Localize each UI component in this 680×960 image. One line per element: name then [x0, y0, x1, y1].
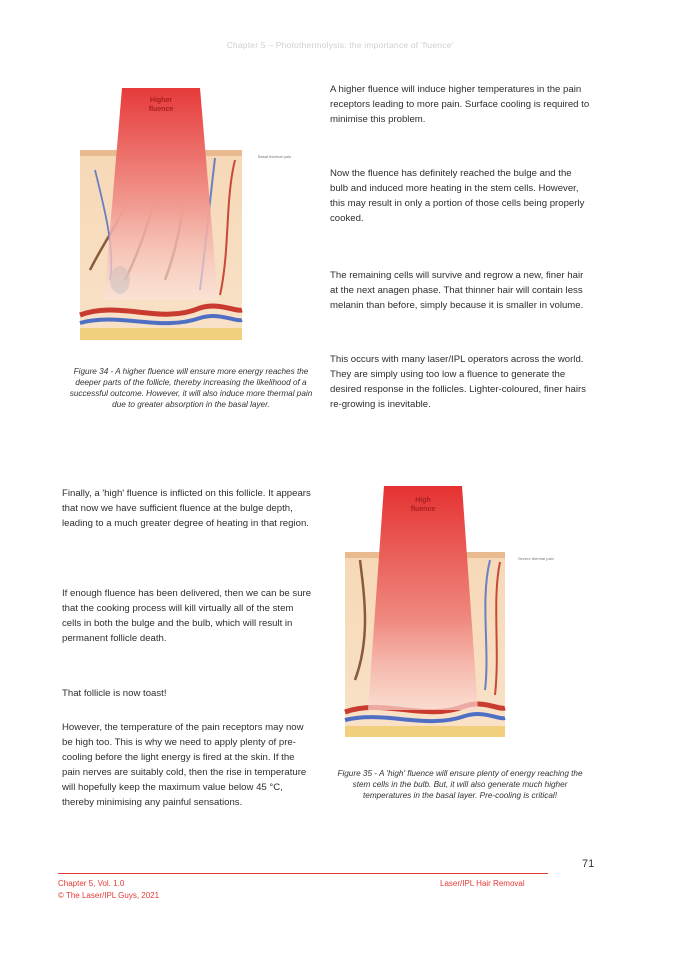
- left-paragraph-4: However, the temperature of the pain receptors may now be high too. This is why we need to apply plenty of pre-cooling before the light energy is fired at the skin. If the pain nerves are suitably cold, then the rise in temperature will hopefully keep the maximum value below 45 °C, thereby minimising any painful sensations.: [62, 722, 307, 808]
- running-header: Chapter 5 – Photothermolysis: the importance of 'fluence': [226, 40, 454, 50]
- left-paragraph-3: That follicle is now toast!: [62, 688, 167, 699]
- footer-copyright: © The Laser/IPL Guys, 2021: [58, 891, 160, 900]
- beam-label-line1: High: [415, 497, 431, 504]
- left-paragraph-1: Finally, a 'high' fluence is inflicted on this follicle. It appears that now we have sufficient fluence at the bulge depth, leading to a much greater degree of heating in that region.: [62, 488, 311, 529]
- beam-label-line2: fluence: [410, 506, 436, 513]
- figure-34-illustration: [70, 80, 310, 345]
- right-paragraph-3: The remaining cells will survive and regrow a new, finer hair at the next anagen phase. That thinner hair will contain less melanin than before, simply because it is smaller in volume.: [330, 270, 584, 311]
- skin-cross-section-diagram-high-fluence: [340, 480, 580, 745]
- right-paragraph-1: A higher fluence will induce higher temperatures in the pain receptors leading to more pain. Surface cooling is required to minimise this problem.: [330, 84, 590, 125]
- right-paragraph-2: Now the fluence has definitely reached the bulge and the bulb and induced more heating in the stem cells. However, this may result in only a portion of those cells being properly cooked.: [330, 168, 585, 224]
- footer-book-title: Laser/IPL Hair Removal: [440, 879, 525, 888]
- figure-35-caption: Figure 35 - A 'high' fluence will ensure plenty of energy reaching the stem cells in the bulb. But, it will also generate much higher temperatures in the basal layer. Pre-cooling is critical!: [337, 769, 583, 800]
- fat-layer: [345, 726, 505, 737]
- side-label: Basal thermal pain: [258, 154, 292, 159]
- laser-beam: [368, 486, 478, 710]
- skin-cross-section-diagram: [70, 80, 310, 345]
- left-paragraph-2: If enough fluence has been delivered, then we can be sure that the cooking process will kill virtually all of the stem cells in both the bulge and the bulb, which will result in permanent follicle death.: [62, 588, 312, 644]
- footer-rule: [58, 873, 548, 874]
- laser-beam: [104, 88, 218, 300]
- page-number: 71: [582, 858, 595, 870]
- beam-label-line1: Higher: [149, 97, 173, 104]
- fat-layer: [80, 328, 242, 340]
- beam-label-line2: fluence: [148, 106, 174, 113]
- side-label: Severe thermal pain: [518, 556, 554, 561]
- figure-35-illustration: [340, 480, 580, 745]
- figure-34-caption: Figure 34 - A higher fluence will ensure more energy reaches the deeper parts of the follicle, thereby increasing the likelihood of a successful outcome. However, it will also induce more thermal pain due to greater absorption in the basal layer.: [69, 367, 313, 409]
- right-paragraph-4: This occurs with many laser/IPL operators across the world. They are simply using too low a fluence to generate the desired response in the follicles. Lighter-coloured, finer hairs re-growing is inevitable.: [330, 354, 586, 410]
- footer-chapter: Chapter 5, Vol. 1.0: [58, 879, 125, 888]
